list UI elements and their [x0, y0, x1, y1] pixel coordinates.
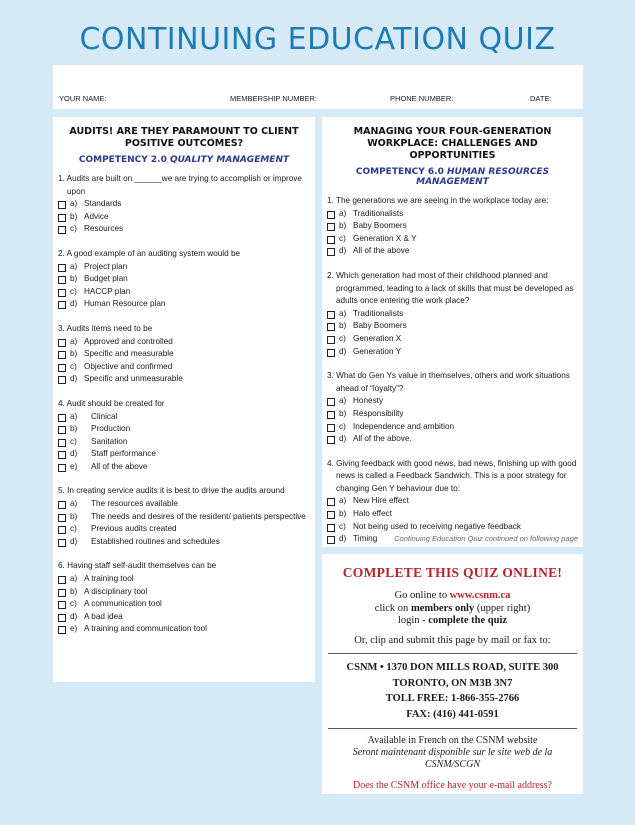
checkbox-icon[interactable] [58, 589, 66, 597]
checkbox-icon[interactable] [327, 349, 335, 357]
option-letter: b) [339, 509, 347, 519]
checkbox-icon[interactable] [58, 214, 66, 222]
option-letter: b) [70, 211, 78, 221]
answer-option[interactable] [58, 298, 310, 311]
option-text: A training and communication tool [84, 624, 207, 634]
option-text: Halo effect [353, 509, 392, 519]
option-text: Budget plan [84, 274, 128, 284]
option-letter: a) [339, 496, 347, 506]
divider [328, 653, 577, 654]
option-letter: a) [339, 396, 347, 406]
question-list [327, 195, 578, 546]
checkbox-icon[interactable] [327, 248, 335, 256]
answer-option[interactable] [58, 536, 310, 549]
option-text: Production [91, 424, 131, 434]
checkbox-icon[interactable] [58, 501, 66, 509]
answer-option[interactable] [58, 373, 310, 386]
checkbox-icon[interactable] [58, 576, 66, 584]
question-5 [58, 485, 310, 548]
option-letter: d) [339, 246, 347, 256]
checkbox-icon[interactable] [58, 264, 66, 272]
question-text: 3. What do Gen Ys value in themselves, others and work situations ahead of “loyalty”? [327, 371, 570, 393]
checkbox-icon[interactable] [58, 339, 66, 347]
option-letter: b) [70, 511, 78, 521]
checkbox-icon[interactable] [327, 323, 335, 331]
email-question: Does the CSNM office have your e-mail address? [353, 780, 552, 791]
quiz-section-audits [53, 117, 315, 682]
option-letter: d) [339, 434, 347, 444]
option-letter: c) [339, 521, 346, 531]
checkbox-icon[interactable] [327, 511, 335, 519]
option-text: Objective and confirmed [84, 361, 173, 371]
question-4 [327, 458, 578, 546]
personal-info-box [53, 65, 583, 109]
option-text: Approved and controlled [84, 336, 173, 346]
option-letter: c) [339, 333, 346, 343]
answer-option[interactable] [58, 348, 310, 361]
option-text: The resources available [91, 499, 178, 509]
answer-option[interactable] [327, 408, 578, 421]
answer-option[interactable] [327, 208, 578, 221]
address-line-2: TORONTO, ON M3B 3N7 [392, 677, 513, 689]
option-letter: d) [339, 534, 347, 544]
answer-option[interactable] [58, 611, 310, 624]
answer-option[interactable] [327, 395, 578, 408]
checkbox-icon[interactable] [58, 451, 66, 459]
option-text: Baby Boomers [353, 221, 407, 231]
option-text: HACCP plan [84, 286, 131, 296]
question-2 [327, 270, 578, 358]
option-text: Traditionalists [353, 308, 404, 318]
question-3 [327, 370, 578, 446]
option-text: All of the above. [353, 434, 412, 444]
option-letter: b) [70, 274, 78, 284]
question-1 [327, 195, 578, 258]
question-6 [58, 560, 310, 636]
login-line: login - complete the quiz [397, 615, 508, 626]
checkbox-icon[interactable] [327, 223, 335, 231]
checkbox-icon[interactable] [327, 524, 335, 532]
question-1 [58, 173, 310, 236]
answer-option[interactable] [327, 421, 578, 434]
option-letter: d) [70, 374, 78, 384]
checkbox-icon[interactable] [58, 464, 66, 472]
question-text: 1. Audits are built on ______we are trying to accomplish or improve upon [58, 174, 302, 196]
competency-number: COMPETENCY 2.0 [78, 155, 167, 165]
checkbox-icon[interactable] [327, 436, 335, 444]
answer-option[interactable] [58, 511, 310, 524]
membership-field-label: MEMBERSHIP NUMBER: [230, 94, 317, 103]
fax-number: FAX: (416) 441-0591 [406, 708, 499, 720]
answer-option[interactable] [58, 211, 310, 224]
option-letter: c) [70, 361, 77, 371]
answer-option[interactable] [58, 423, 310, 436]
option-text: New Hire effect [353, 496, 409, 506]
option-letter: a) [70, 261, 78, 271]
option-text: Generation X [353, 333, 402, 343]
answer-option[interactable] [327, 220, 578, 233]
option-text: Staff performance [91, 449, 156, 459]
option-letter: d) [70, 536, 78, 546]
checkbox-icon[interactable] [58, 626, 66, 634]
answer-option[interactable] [58, 573, 310, 586]
checkbox-icon[interactable] [327, 211, 335, 219]
answer-option[interactable] [327, 495, 578, 508]
answer-option[interactable] [327, 508, 578, 521]
competency-label [53, 155, 315, 165]
option-letter: d) [70, 299, 78, 309]
date-field-label: DATE: [530, 94, 552, 103]
option-text: A disciplinary tool [84, 586, 148, 596]
toll-free-number: TOLL FREE: 1-866-355-2766 [385, 693, 520, 704]
option-text: Specific and unmeasurable [84, 374, 183, 384]
section-heading: AUDITS! ARE THEY PARAMOUNT TO CLIENT POSITIVE OUTCOMES? [69, 126, 299, 149]
option-letter: a) [70, 499, 78, 509]
option-text: Timing [353, 534, 378, 544]
option-letter: c) [70, 599, 77, 609]
option-letter: c) [70, 436, 77, 446]
option-text: Responsibility [353, 408, 404, 418]
option-letter: c) [70, 224, 77, 234]
quiz-section-workplace [322, 117, 583, 547]
answer-option[interactable] [327, 333, 578, 346]
question-text: 6. Having staff self-audit themselves can be [58, 561, 217, 571]
checkbox-icon[interactable] [58, 201, 66, 209]
answer-option[interactable] [58, 411, 310, 424]
option-text: Specific and measurable [84, 349, 174, 359]
checkbox-icon[interactable] [327, 411, 335, 419]
question-text: 5. In creating service audits it is best to drive the audits around [58, 486, 285, 496]
checkbox-icon[interactable] [58, 226, 66, 234]
checkbox-icon[interactable] [58, 376, 66, 384]
answer-option[interactable] [58, 286, 310, 299]
french-availability: Available in French on the CSNM website [367, 735, 538, 746]
option-letter: c) [70, 286, 77, 296]
answer-option[interactable] [58, 198, 310, 211]
option-text: Baby Boomers [353, 321, 407, 331]
option-letter: b) [339, 408, 347, 418]
checkbox-icon[interactable] [58, 276, 66, 284]
checkbox-icon[interactable] [327, 236, 335, 244]
option-letter: b) [70, 349, 78, 359]
option-text: All of the above [91, 461, 148, 471]
answer-option[interactable] [327, 320, 578, 333]
option-text: Advice [84, 211, 109, 221]
answer-option[interactable] [58, 498, 310, 511]
members-only-text: members only [410, 602, 475, 614]
option-letter: c) [70, 524, 77, 534]
online-title: COMPLETE THIS QUIZ ONLINE! [342, 565, 563, 580]
answer-option[interactable] [58, 436, 310, 449]
answer-option[interactable] [58, 448, 310, 461]
answer-option[interactable] [58, 223, 310, 236]
question-3 [58, 323, 310, 386]
answer-option[interactable] [327, 308, 578, 321]
answer-option[interactable] [58, 461, 310, 474]
question-text: 2. A good example of an auditing system would be [58, 248, 241, 258]
answer-option[interactable] [58, 361, 310, 374]
answer-option[interactable] [58, 273, 310, 286]
option-text: Generation Y [353, 346, 402, 356]
option-letter: a) [339, 308, 347, 318]
csnm-website-link[interactable]: www.csnm.ca [449, 590, 511, 601]
address-line-1: CSNM • 1370 DON MILLS ROAD, SUITE 300 [346, 662, 559, 673]
option-letter: e) [70, 624, 78, 634]
option-text: Established routines and schedules [91, 536, 220, 546]
answer-option[interactable] [327, 433, 578, 446]
question-list [58, 173, 310, 636]
checkbox-icon[interactable] [327, 498, 335, 506]
option-text: Previous audits created [91, 524, 177, 534]
complete-quiz-text: complete the quiz [428, 615, 508, 626]
checkbox-icon[interactable] [58, 426, 66, 434]
option-letter: a) [70, 336, 78, 346]
checkbox-icon[interactable] [58, 439, 66, 447]
question-text: 2. Which generation had most of their childhood planned and programmed, leading to a lack of skills that must be developed as adults once entering the work place? [327, 270, 574, 306]
option-letter: b) [339, 321, 347, 331]
phone-field-label: PHONE NUMBER: [390, 94, 454, 103]
continued-note: Continuing Education Quiz continued on following page [394, 534, 578, 543]
answer-option[interactable] [58, 336, 310, 349]
name-field-label: YOUR NAME: [59, 94, 107, 103]
competency-name: HUMAN RESOURCES MANAGEMENT [416, 167, 550, 187]
members-only-line: click on members only (upper right) [374, 602, 531, 614]
answer-option[interactable] [58, 586, 310, 599]
checkbox-icon[interactable] [58, 289, 66, 297]
option-text: A bad idea [84, 611, 123, 621]
option-text: Project plan [84, 261, 128, 271]
answer-option[interactable] [58, 598, 310, 611]
option-text: Traditionalists [353, 208, 404, 218]
option-text: Human Resource plan [84, 299, 166, 309]
checkbox-icon[interactable] [58, 514, 66, 522]
divider [328, 728, 577, 729]
answer-option[interactable] [327, 521, 578, 534]
checkbox-icon[interactable] [327, 311, 335, 319]
checkbox-icon[interactable] [58, 539, 66, 547]
option-text: The needs and desires of the resident/ patients perspective [91, 511, 306, 521]
option-text: A training tool [84, 574, 134, 584]
checkbox-icon[interactable] [58, 414, 66, 422]
option-text: Standards [84, 199, 122, 209]
option-letter: c) [339, 421, 346, 431]
option-letter: a) [70, 411, 78, 421]
option-text: All of the above [353, 246, 410, 256]
checkbox-icon[interactable] [327, 536, 335, 544]
checkbox-icon[interactable] [58, 364, 66, 372]
option-text: Generation X & Y [353, 233, 417, 243]
option-letter: b) [70, 424, 78, 434]
option-text: Honesty [353, 396, 384, 406]
question-text: 3. Audits items need to be [58, 323, 153, 333]
option-letter: b) [70, 586, 78, 596]
checkbox-icon[interactable] [58, 614, 66, 622]
option-letter: a) [339, 208, 347, 218]
option-letter: c) [339, 233, 346, 243]
competency-number: COMPETENCY 6.0 [355, 167, 444, 177]
option-letter: d) [339, 346, 347, 356]
answer-option[interactable] [327, 245, 578, 258]
checkbox-icon[interactable] [58, 601, 66, 609]
go-online-line: Go online to www.csnm.ca [394, 590, 511, 601]
page-title: CONTINUING EDUCATION QUIZ [79, 22, 556, 57]
option-text: A communication tool [84, 599, 162, 609]
checkbox-icon[interactable] [327, 398, 335, 406]
checkbox-icon[interactable] [327, 424, 335, 432]
option-text: Independence and ambition [353, 421, 455, 431]
option-text: Resources [84, 224, 124, 234]
checkbox-icon[interactable] [58, 351, 66, 359]
complete-online-box [322, 554, 583, 794]
competency-name: QUALITY MANAGEMENT [170, 155, 290, 165]
competency-label [322, 167, 583, 187]
answer-option[interactable] [58, 261, 310, 274]
answer-option[interactable] [58, 623, 310, 636]
option-letter: e) [70, 461, 78, 471]
option-text: Sanitation [91, 436, 128, 446]
question-text: 1. The generations we are seeing in the workplace today are: [327, 196, 549, 205]
option-letter: d) [70, 611, 78, 621]
checkbox-icon[interactable] [327, 336, 335, 344]
french-availability-fr: Seront maintenant disponible sur le site web de la CSNM/SCGN [352, 747, 553, 770]
section-heading: MANAGING YOUR FOUR-GENERATION WORKPLACE: CHALLENGES AND OPPORTUNITIES [353, 126, 552, 161]
option-letter: a) [70, 574, 78, 584]
clip-instructions: Or, clip and submit this page by mail or fax to: [354, 634, 551, 646]
answer-option[interactable] [327, 233, 578, 246]
question-text: 4. Giving feedback with good news, bad news, finishing up with good news is called a Feedback Sandwich. This is a poor strategy for changing Gen Y behaviour due to: [327, 458, 577, 493]
option-letter: d) [70, 449, 78, 459]
option-letter: a) [70, 199, 78, 209]
answer-option[interactable] [58, 523, 310, 536]
question-2 [58, 248, 310, 311]
checkbox-icon[interactable] [58, 301, 66, 309]
answer-option[interactable] [327, 346, 578, 359]
option-letter: b) [339, 221, 347, 231]
option-text: Not being used to receiving negative feedback [353, 521, 521, 531]
option-text: Clinical [91, 411, 118, 421]
question-4 [58, 398, 310, 474]
checkbox-icon[interactable] [58, 526, 66, 534]
question-text: 4. Audit should be created for [58, 398, 165, 408]
